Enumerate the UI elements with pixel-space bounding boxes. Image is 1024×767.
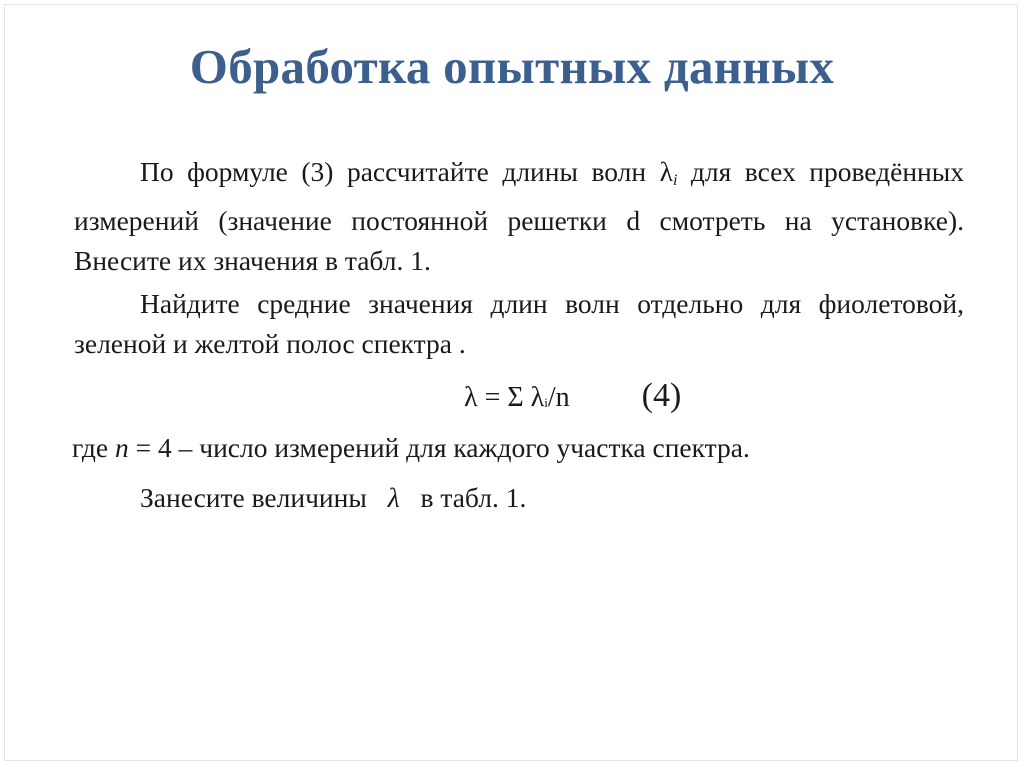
record-instruction xyxy=(140,478,526,518)
lambda-subscript: i xyxy=(672,172,678,189)
explanation-rest: = 4 – число измерений для каждого участка спектра. xyxy=(128,432,750,463)
slide-title: Обработка опытных данных xyxy=(189,39,835,94)
record-after: в табл. 1. xyxy=(413,482,527,513)
paragraph-average-instruction xyxy=(74,284,964,364)
para1-text-end: для всех проведённых измерений (значение постоянной решетки d смотреть на установке). Внесите их значения в табл. 1. xyxy=(74,156,964,276)
explanation-prefix: где xyxy=(72,432,115,463)
formula-number: (4) xyxy=(641,377,682,414)
formula-lhs: λ = Σ λ xyxy=(464,382,545,413)
lambda-glyph: λ xyxy=(659,156,673,187)
formula-subscript: i xyxy=(544,395,548,410)
lambda-i-symbol xyxy=(660,156,678,187)
record-before: Занесите величины xyxy=(140,482,374,513)
para1-text-start: По формуле (3) рассчитайте длины волн xyxy=(140,156,660,187)
formula-rhs: /n xyxy=(547,382,570,413)
paragraph-formula-instruction xyxy=(74,152,964,281)
variable-n: n xyxy=(114,432,129,463)
para2-text: Найдите средние значения длин волн отдельно для фиолетовой, зеленой и желтой полос спектра . xyxy=(74,288,964,359)
lambda-italic-symbol: λ xyxy=(387,482,400,513)
formula-explanation xyxy=(72,428,750,468)
formula-average-wavelength xyxy=(464,376,681,423)
